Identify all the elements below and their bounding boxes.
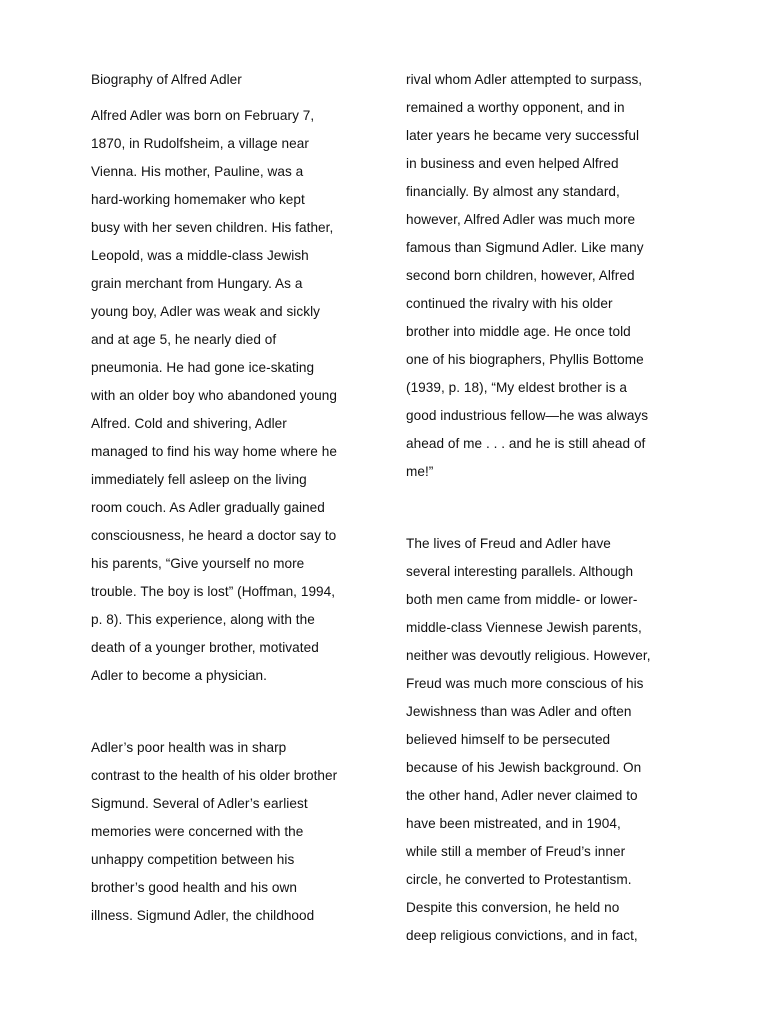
text-line: with an older boy who abandoned young — [91, 388, 337, 403]
text-line: brother into middle age. He once told — [406, 324, 631, 339]
text-line: Vienna. His mother, Pauline, was a — [91, 164, 304, 179]
text-line: Despite this conversion, he held no — [406, 900, 620, 915]
text-line: young boy, Adler was weak and sickly — [91, 304, 320, 319]
text-line: managed to find his way home where he — [91, 444, 337, 459]
document-title: Biography of Alfred Adler — [91, 72, 242, 87]
text-line: hard-working homemaker who kept — [91, 192, 305, 207]
text-line: because of his Jewish background. On — [406, 760, 642, 775]
text-line: Freud was much more conscious of his — [406, 676, 644, 691]
text-line: death of a younger brother, motivated — [91, 640, 319, 655]
text-line: The lives of Freud and Adler have — [406, 536, 611, 551]
text-line: one of his biographers, Phyllis Bottome — [406, 352, 644, 367]
text-line: middle-class Viennese Jewish parents, — [406, 620, 642, 635]
text-line: Jewishness than was Adler and often — [406, 704, 632, 719]
text-line: immediately fell asleep on the living — [91, 472, 307, 487]
text-line: financially. By almost any standard, — [406, 184, 620, 199]
text-line: have been mistreated, and in 1904, — [406, 816, 621, 831]
text-line: second born children, however, Alfred — [406, 268, 635, 283]
text-line: rival whom Adler attempted to surpass, — [406, 72, 643, 87]
text-line: brother’s good health and his own — [91, 880, 297, 895]
text-line: Adler’s poor health was in sharp — [91, 740, 287, 755]
text-line: room couch. As Adler gradually gained — [91, 500, 325, 515]
text-line: several interesting parallels. Although — [406, 564, 634, 579]
text-line: 1870, in Rudolfsheim, a village near — [91, 136, 309, 151]
text-line: Adler to become a physician. — [91, 668, 267, 683]
text-line: the other hand, Adler never claimed to — [406, 788, 638, 803]
text-line: deep religious convictions, and in fact, — [406, 928, 638, 943]
text-line: remained a worthy opponent, and in — [406, 100, 625, 115]
text-line: and at age 5, he nearly died of — [91, 332, 277, 347]
text-line: in business and even helped Alfred — [406, 156, 619, 171]
text-line: (1939, p. 18), “My eldest brother is a — [406, 380, 628, 395]
text-line: trouble. The boy is lost” (Hoffman, 1994, — [91, 584, 336, 599]
text-line: Alfred Adler was born on February 7, — [91, 108, 315, 123]
text-line: however, Alfred Adler was much more — [406, 212, 636, 227]
text-line: neither was devoutly religious. However, — [406, 648, 651, 663]
text-line: busy with her seven children. His father, — [91, 220, 334, 235]
text-line: circle, he converted to Protestantism. — [406, 872, 632, 887]
text-line: Leopold, was a middle-class Jewish — [91, 248, 309, 263]
text-line: both men came from middle- or lower- — [406, 592, 638, 607]
text-line: contrast to the health of his older brother — [91, 768, 338, 783]
text-line: grain merchant from Hungary. As a — [91, 276, 303, 291]
text-line: believed himself to be persecuted — [406, 732, 611, 747]
text-line: Sigmund. Several of Adler’s earliest — [91, 796, 308, 811]
text-line: pneumonia. He had gone ice-skating — [91, 360, 315, 375]
text-line: his parents, “Give yourself no more — [91, 556, 305, 571]
text-line: Alfred. Cold and shivering, Adler — [91, 416, 287, 431]
text-line: later years he became very successful — [406, 128, 640, 143]
text-line: p. 8). This experience, along with the — [91, 612, 315, 627]
text-line: me!” — [406, 464, 434, 479]
text-line: consciousness, he heard a doctor say to — [91, 528, 337, 543]
text-line: famous than Sigmund Adler. Like many — [406, 240, 644, 255]
text-line: while still a member of Freud’s inner — [406, 844, 626, 859]
text-line: illness. Sigmund Adler, the childhood — [91, 908, 315, 923]
text-line: continued the rivalry with his older — [406, 296, 613, 311]
text-line: good industrious fellow—he was always — [406, 408, 649, 423]
text-line: unhappy competition between his — [91, 852, 295, 867]
text-line: memories were concerned with the — [91, 824, 304, 839]
text-line: ahead of me . . . and he is still ahead of — [406, 436, 646, 451]
